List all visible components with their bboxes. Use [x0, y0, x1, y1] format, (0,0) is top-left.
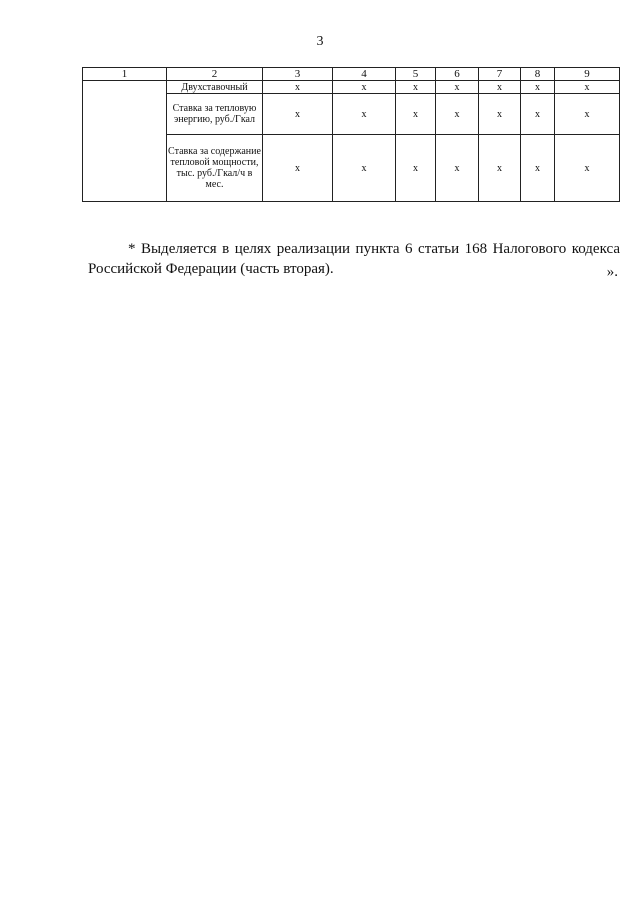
- column-number-7: 7: [479, 68, 521, 81]
- row-label: Двухставочный: [167, 81, 263, 94]
- column-number-8: 8: [521, 68, 555, 81]
- table-cell: x: [521, 135, 555, 202]
- column-number-2: 2: [167, 68, 263, 81]
- column-number-1: 1: [83, 68, 167, 81]
- table-row: [83, 81, 620, 94]
- table-cell: x: [521, 81, 555, 94]
- column-number-9: 9: [555, 68, 620, 81]
- table-cell: x: [555, 94, 620, 135]
- table-cell: x: [263, 94, 333, 135]
- page-number: 3: [316, 34, 324, 49]
- table-cell: x: [555, 81, 620, 94]
- row-label: Ставка за тепловую энергию, руб./Гкал: [167, 94, 263, 135]
- table-cell: x: [396, 94, 436, 135]
- table-cell: x: [263, 81, 333, 94]
- column-number-6: 6: [436, 68, 479, 81]
- table-cell: x: [333, 94, 396, 135]
- closing-quote-mark: ».: [606, 264, 618, 280]
- table-header-row: [83, 68, 620, 81]
- row-label: Ставка за содержание тепловой мощности, тыс. руб./Гкал/ч в мес.: [167, 135, 263, 202]
- table-cell: x: [521, 94, 555, 135]
- table-cell: x: [333, 81, 396, 94]
- table-cell: x: [333, 135, 396, 202]
- footnote: * Выделяется в целях реализации пункта 6 статьи 168 Налогового кодекса Российской Федерации (часть вторая).: [88, 241, 620, 277]
- table-cell: x: [436, 135, 479, 202]
- column-number-4: 4: [333, 68, 396, 81]
- table-cell: x: [396, 135, 436, 202]
- table-cell: x: [263, 135, 333, 202]
- table-cell: x: [396, 81, 436, 94]
- table-cell: x: [436, 81, 479, 94]
- table-cell: x: [479, 94, 521, 135]
- column-number-5: 5: [396, 68, 436, 81]
- table-cell: x: [436, 94, 479, 135]
- table-cell: x: [555, 135, 620, 202]
- table-cell: x: [479, 81, 521, 94]
- tariff-table: [82, 67, 620, 202]
- merged-empty-cell: [83, 81, 167, 202]
- column-number-3: 3: [263, 68, 333, 81]
- table-cell: x: [479, 135, 521, 202]
